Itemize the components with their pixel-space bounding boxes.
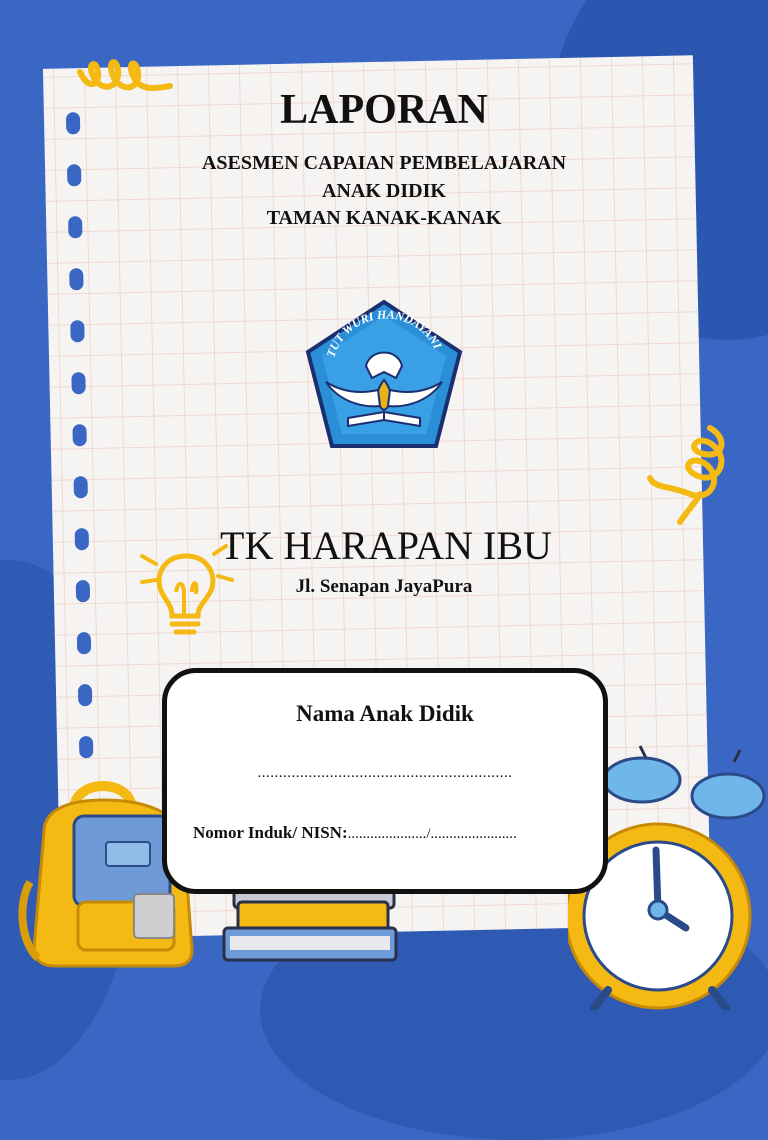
binder-hole	[72, 424, 86, 446]
binder-hole	[71, 372, 85, 394]
binder-hole	[70, 320, 84, 342]
nisn-row	[193, 823, 593, 843]
subtitle-line-3: TAMAN KANAK-KANAK	[266, 207, 502, 229]
binder-hole	[69, 268, 83, 290]
binder-hole	[75, 528, 89, 550]
binder-hole	[74, 476, 88, 498]
binder-hole	[77, 632, 91, 654]
nisn-label: Nomor Induk/ NISN:	[193, 823, 348, 842]
student-name-label: Nama Anak Didik	[296, 701, 474, 726]
binder-hole	[78, 684, 92, 706]
school-address: Jl. Senapan JayaPura	[295, 576, 473, 597]
subtitle-line-1: ASESMEN CAPAIAN PEMBELAJARAN	[201, 152, 567, 174]
logo-motto: TUT WURI HANDAYANI	[323, 307, 445, 360]
squiggle-decoration	[640, 418, 736, 534]
binder-hole	[79, 736, 93, 758]
subtitle-line-2: ANAK DIDIK	[322, 180, 446, 202]
report-title: LAPORAN	[280, 87, 488, 133]
tut-wuri-handayani-logo	[300, 296, 468, 456]
student-info-card	[162, 668, 608, 894]
student-name-blank: ............................................................	[257, 765, 513, 781]
nisn-blank: ...................../.......................	[347, 826, 517, 842]
school-name: TK HARAPAN IBU	[220, 523, 552, 568]
